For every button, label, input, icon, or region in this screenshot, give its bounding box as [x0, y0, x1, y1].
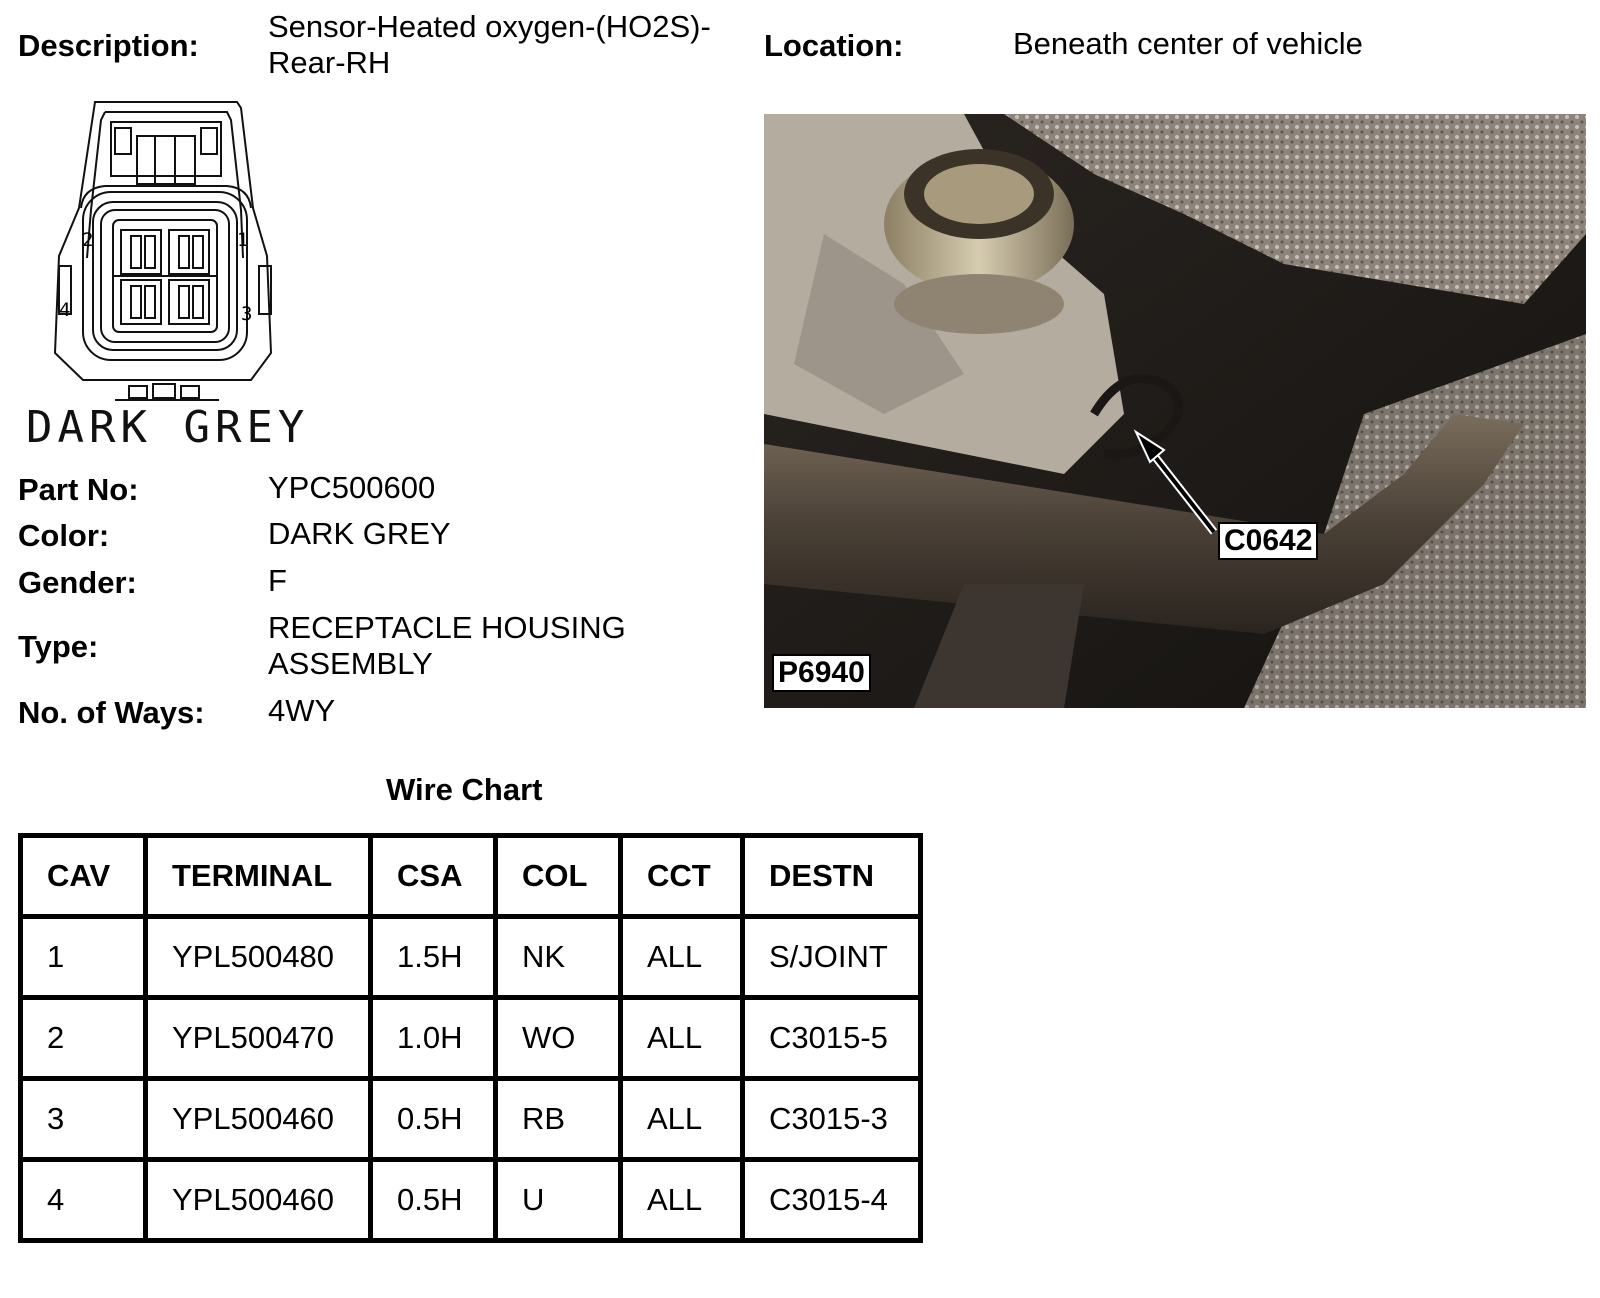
column-header-destn: DESTN — [743, 836, 921, 917]
gender-value: F — [268, 563, 287, 598]
location-photo — [764, 114, 1586, 708]
description-value-line1: Sensor-Heated oxygen-(HO2S)- — [268, 9, 711, 44]
column-header-cct: CCT — [621, 836, 743, 917]
type-label: Type: — [18, 629, 99, 664]
cell-col: U — [496, 1160, 621, 1241]
cell-cct: ALL — [621, 1079, 743, 1160]
color-value: DARK GREY — [268, 516, 451, 551]
column-header-csa: CSA — [371, 836, 496, 917]
type-value-line1: RECEPTACLE HOUSING — [268, 610, 626, 645]
cell-csa: 0.5H — [371, 1079, 496, 1160]
column-header-col: COL — [496, 836, 621, 917]
cell-destn: C3015-3 — [743, 1079, 921, 1160]
location-value: Beneath center of vehicle — [1013, 26, 1363, 61]
cell-cct: ALL — [621, 1160, 743, 1241]
location-photo-drawing — [764, 114, 1586, 708]
cell-terminal: YPL500460 — [146, 1160, 371, 1241]
wire-chart-title: Wire Chart — [386, 772, 543, 807]
type-value-line2: ASSEMBLY — [268, 646, 433, 681]
cell-cct: ALL — [621, 917, 743, 998]
pin-label-1: 1 — [237, 229, 249, 251]
cell-cav: 3 — [21, 1079, 146, 1160]
cell-csa: 1.5H — [371, 917, 496, 998]
wire-chart-table — [18, 833, 923, 1243]
cell-destn: S/JOINT — [743, 917, 921, 998]
description-value-line2: Rear-RH — [268, 45, 391, 80]
column-header-cav: CAV — [21, 836, 146, 917]
cell-destn: C3015-5 — [743, 998, 921, 1079]
description-label: Description: — [18, 28, 199, 63]
ways-value: 4WY — [268, 693, 336, 728]
part-no-value: YPC500600 — [268, 470, 436, 505]
connector-face-diagram — [45, 98, 285, 418]
cell-col: NK — [496, 917, 621, 998]
cell-cav: 1 — [21, 917, 146, 998]
cell-col: RB — [496, 1079, 621, 1160]
table-row — [21, 917, 921, 998]
cell-cav: 4 — [21, 1160, 146, 1241]
pin-label-3: 3 — [241, 303, 253, 325]
cell-terminal: YPL500470 — [146, 998, 371, 1079]
cell-destn: C3015-4 — [743, 1160, 921, 1241]
connector-callout-label: C0642 — [1218, 522, 1318, 560]
cell-cav: 2 — [21, 998, 146, 1079]
table-header-row — [21, 836, 921, 917]
pin-label-2: 2 — [82, 229, 94, 251]
table-row — [21, 1079, 921, 1160]
cell-terminal: YPL500480 — [146, 917, 371, 998]
cell-cct: ALL — [621, 998, 743, 1079]
column-header-terminal: TERMINAL — [146, 836, 371, 917]
cell-csa: 0.5H — [371, 1160, 496, 1241]
location-label: Location: — [764, 28, 904, 63]
table-row — [21, 1160, 921, 1241]
cell-col: WO — [496, 998, 621, 1079]
part-no-label: Part No: — [18, 472, 139, 507]
cell-terminal: YPL500460 — [146, 1079, 371, 1160]
cell-csa: 1.0H — [371, 998, 496, 1079]
color-label: Color: — [18, 518, 110, 553]
table-row — [21, 998, 921, 1079]
pin-label-4: 4 — [59, 299, 71, 321]
gender-label: Gender: — [18, 565, 137, 600]
connector-color-caption: DARK GREY — [26, 402, 310, 453]
photo-id-label: P6940 — [772, 654, 871, 692]
ways-label: No. of Ways: — [18, 695, 205, 730]
